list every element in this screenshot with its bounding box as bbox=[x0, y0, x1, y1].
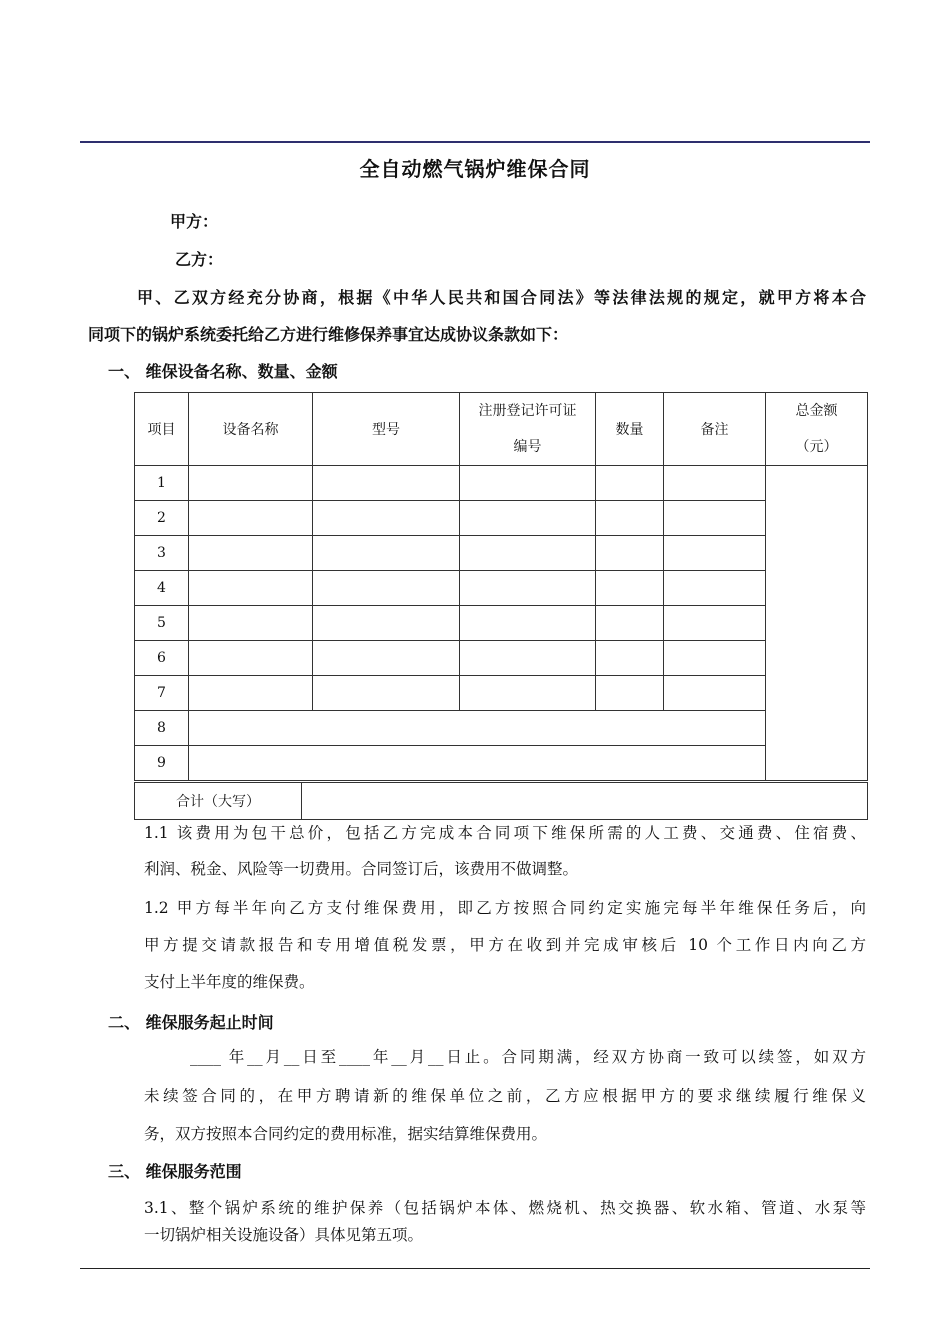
cell-note[interactable] bbox=[664, 501, 766, 536]
cell-model[interactable] bbox=[313, 641, 460, 676]
cell-quantity[interactable] bbox=[596, 641, 664, 676]
cell-merged-row[interactable] bbox=[189, 746, 766, 781]
cell-registration-number[interactable] bbox=[460, 606, 596, 641]
cell-model[interactable] bbox=[313, 466, 460, 501]
sum-uppercase-value[interactable] bbox=[302, 783, 868, 820]
cell-quantity[interactable] bbox=[596, 466, 664, 501]
cell-equipment-name[interactable] bbox=[189, 606, 313, 641]
cell-model[interactable] bbox=[313, 536, 460, 571]
cell-model[interactable] bbox=[313, 571, 460, 606]
sum-uppercase-label: 合计（大写） bbox=[135, 783, 302, 820]
cell-equipment-name[interactable] bbox=[189, 676, 313, 711]
table-header-row bbox=[135, 393, 868, 466]
table-row bbox=[135, 466, 868, 501]
clause-1-1-line-1: 1.1 该费用为包干总价，包括乙方完成本合同项下维保所需的人工费、交通费、住宿费、 bbox=[144, 824, 866, 842]
header-registration-line-1: 注册登记许可证 bbox=[478, 403, 577, 419]
cell-equipment-name[interactable] bbox=[189, 536, 313, 571]
row-number: 4 bbox=[135, 571, 189, 606]
table-row bbox=[135, 571, 868, 606]
section-2-line-1: ____ 年__月__日至____年__月__日止。合同期满，经双方协商一致可以续签，如双方 bbox=[190, 1048, 866, 1066]
cell-note[interactable] bbox=[664, 641, 766, 676]
footer-rule bbox=[80, 1268, 870, 1269]
table-row bbox=[135, 676, 868, 711]
intro-line-2: 同项下的锅炉系统委托给乙方进行维修保养事宜达成协议条款如下： bbox=[88, 325, 569, 344]
clause-1-2-line-1: 1.2 甲方每半年向乙方支付维保费用，即乙方按照合同约定实施完每半年维保任务后，向 bbox=[144, 899, 866, 917]
table-row bbox=[135, 501, 868, 536]
header-rule bbox=[80, 141, 870, 143]
total-row bbox=[135, 783, 868, 820]
row-number: 8 bbox=[135, 711, 189, 746]
clause-1-2-line-2: 甲方提交请款报告和专用增值税发票，甲方在收到并完成审核后 10 个工作日内向乙方 bbox=[144, 936, 866, 954]
cell-registration-number[interactable] bbox=[460, 676, 596, 711]
header-registration-line-2: 编号 bbox=[513, 439, 542, 455]
header-total-line-1: 总金额 bbox=[795, 403, 838, 419]
table-row bbox=[135, 606, 868, 641]
header-total-line-2: （元） bbox=[795, 439, 838, 455]
table-row bbox=[135, 711, 868, 746]
row-number: 6 bbox=[135, 641, 189, 676]
party-a-label: 甲方： bbox=[170, 212, 219, 231]
cell-quantity[interactable] bbox=[596, 606, 664, 641]
cell-note[interactable] bbox=[664, 571, 766, 606]
header-registration-number bbox=[460, 393, 596, 466]
section-1-heading: 一、 维保设备名称、数量、金额 bbox=[108, 362, 338, 381]
cell-quantity[interactable] bbox=[596, 571, 664, 606]
cell-registration-number[interactable] bbox=[460, 466, 596, 501]
section-2-heading: 二、 维保服务起止时间 bbox=[108, 1013, 274, 1032]
cell-equipment-name[interactable] bbox=[189, 501, 313, 536]
header-total-amount bbox=[766, 393, 868, 466]
cell-model[interactable] bbox=[313, 606, 460, 641]
total-row-table bbox=[134, 782, 868, 820]
cell-equipment-name[interactable] bbox=[189, 466, 313, 501]
header-equipment-name: 设备名称 bbox=[189, 393, 313, 466]
row-number: 3 bbox=[135, 536, 189, 571]
party-b-label: 乙方： bbox=[175, 250, 224, 269]
section-3-heading: 三、 维保服务范围 bbox=[108, 1162, 242, 1181]
table-row bbox=[135, 536, 868, 571]
table-row bbox=[135, 746, 868, 781]
section-3-line-2: 一切锅炉相关设施设备）具体见第五项。 bbox=[144, 1226, 424, 1244]
row-number: 2 bbox=[135, 501, 189, 536]
cell-model[interactable] bbox=[313, 676, 460, 711]
cell-note[interactable] bbox=[664, 676, 766, 711]
cell-equipment-name[interactable] bbox=[189, 641, 313, 676]
section-3-line-1: 3.1、整个锅炉系统的维护保养（包括锅炉本体、燃烧机、热交换器、软水箱、管道、水泵等 bbox=[144, 1199, 866, 1217]
row-number: 1 bbox=[135, 466, 189, 501]
cell-quantity[interactable] bbox=[596, 676, 664, 711]
intro-line-1: 甲、乙双方经充分协商，根据《中华人民共和国合同法》等法律法规的规定，就甲方将本合 bbox=[137, 288, 866, 307]
cell-registration-number[interactable] bbox=[460, 571, 596, 606]
header-model: 型号 bbox=[313, 393, 460, 466]
cell-registration-number[interactable] bbox=[460, 501, 596, 536]
cell-equipment-name[interactable] bbox=[189, 571, 313, 606]
cell-registration-number[interactable] bbox=[460, 641, 596, 676]
cell-note[interactable] bbox=[664, 606, 766, 641]
section-2-line-2: 未续签合同的，在甲方聘请新的维保单位之前，乙方应根据甲方的要求继续履行维保义 bbox=[144, 1087, 866, 1105]
header-note: 备注 bbox=[664, 393, 766, 466]
row-number: 7 bbox=[135, 676, 189, 711]
document-title: 全自动燃气锅炉维保合同 bbox=[359, 157, 591, 181]
row-number: 9 bbox=[135, 746, 189, 781]
cell-model[interactable] bbox=[313, 501, 460, 536]
section-2-line-3: 务，双方按照本合同约定的费用标准，据实结算维保费用。 bbox=[144, 1125, 548, 1143]
clause-1-1-line-2: 利润、税金、风险等一切费用。合同签订后，该费用不做调整。 bbox=[144, 860, 579, 878]
cell-merged-row[interactable] bbox=[189, 711, 766, 746]
clause-1-2-line-3: 支付上半年度的维保费。 bbox=[144, 973, 315, 991]
cell-note[interactable] bbox=[664, 466, 766, 501]
cell-quantity[interactable] bbox=[596, 536, 664, 571]
cell-total-amount[interactable] bbox=[766, 466, 868, 781]
equipment-table bbox=[134, 392, 868, 781]
cell-note[interactable] bbox=[664, 536, 766, 571]
header-item: 项目 bbox=[135, 393, 189, 466]
table-row bbox=[135, 641, 868, 676]
row-number: 5 bbox=[135, 606, 189, 641]
cell-registration-number[interactable] bbox=[460, 536, 596, 571]
cell-quantity[interactable] bbox=[596, 501, 664, 536]
header-quantity: 数量 bbox=[596, 393, 664, 466]
